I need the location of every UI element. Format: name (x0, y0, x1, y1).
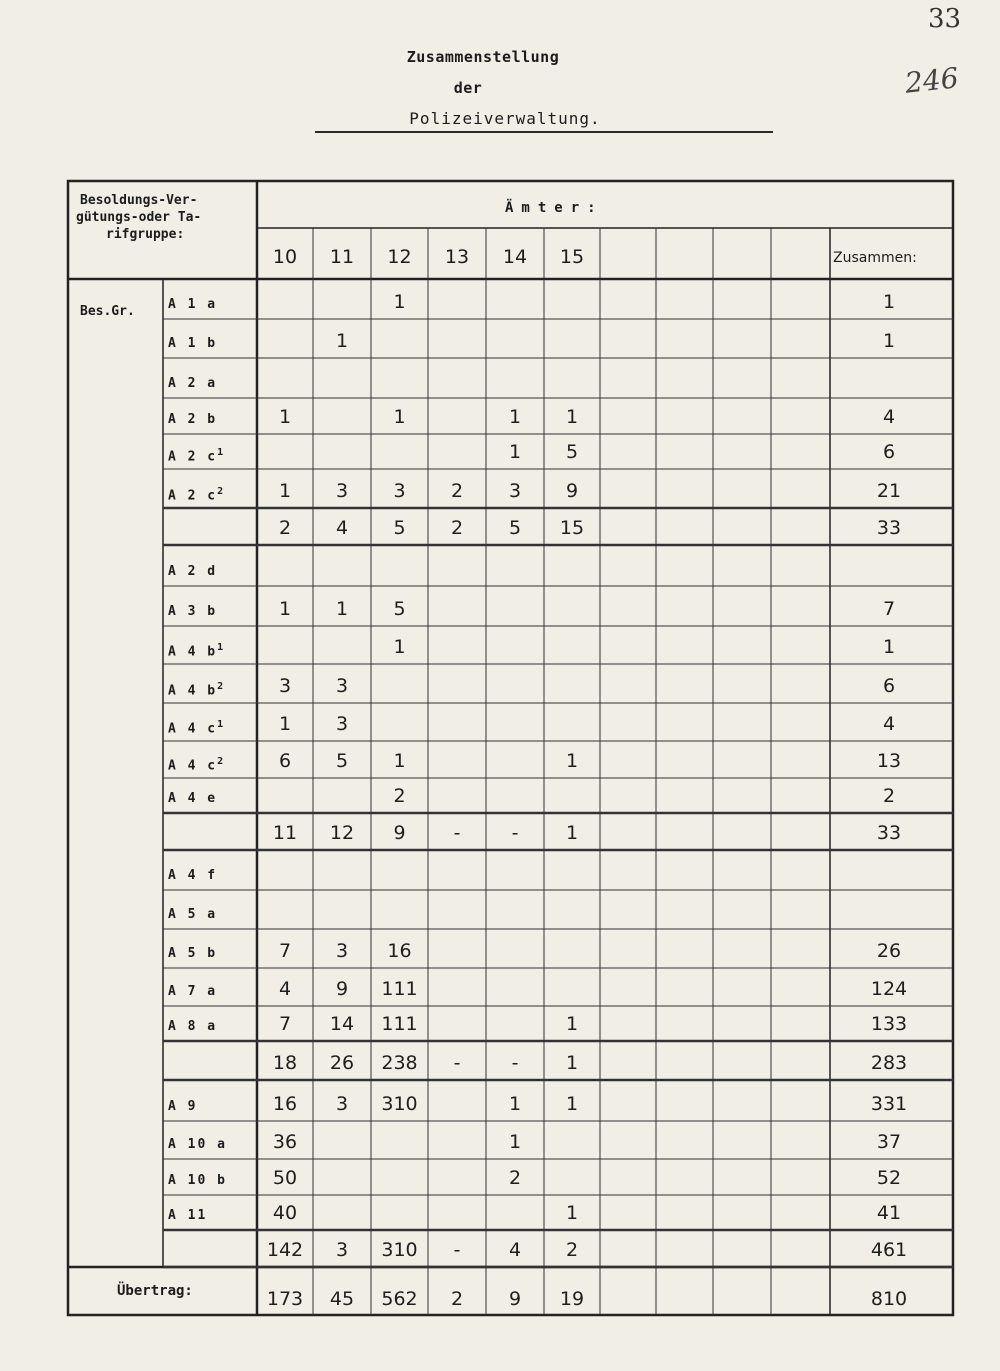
row-label: A 2 a (168, 376, 218, 391)
table-cell: 2 (565, 1239, 579, 1261)
table-cell: 7 (278, 1013, 292, 1035)
table-cell: 12 (329, 822, 355, 844)
table-cell: 6 (278, 750, 292, 772)
row-total: 52 (876, 1167, 902, 1189)
carry-cell: 9 (508, 1288, 522, 1310)
table-cell: - (453, 822, 461, 844)
carry-cell: 173 (266, 1288, 304, 1310)
table-cell: 7 (278, 940, 292, 962)
table-cell: 310 (381, 1093, 418, 1115)
group-header-line-3: rifgruppe: (106, 227, 185, 242)
table-cell: 26 (329, 1052, 355, 1074)
carry-cell: 562 (381, 1288, 418, 1310)
table-cell: 3 (508, 480, 522, 502)
title-line-2: der (453, 79, 483, 97)
row-total: 331 (870, 1093, 908, 1115)
row-label: A 4 $b^1$ (168, 642, 224, 660)
table-cell: 16 (272, 1093, 298, 1115)
table-cell: 3 (335, 675, 349, 697)
row-total: 2 (882, 785, 896, 807)
table-cell: 40 (272, 1202, 298, 1224)
table-cell: 310 (381, 1239, 418, 1261)
table-cell: 50 (272, 1167, 298, 1189)
row-label-superscript: 2 (217, 756, 224, 767)
row-label: A 2 $c^1$ (168, 447, 224, 465)
table-cell: 3 (278, 675, 292, 697)
table-cell: 4 (335, 517, 349, 539)
total-header: Zusammen: (833, 250, 917, 266)
table-cell: - (453, 1239, 461, 1261)
row-total: 26 (876, 940, 902, 962)
row-label: A 3 b (168, 604, 218, 619)
row-label-superscript: 1 (217, 642, 224, 653)
row-label: A 2 b (168, 412, 218, 427)
table-cell: 111 (381, 978, 418, 1000)
column-header-11: 11 (329, 246, 355, 268)
table-cell: 1 (278, 406, 292, 428)
table-cell: 1 (565, 1013, 579, 1035)
row-label: A 5 a (168, 907, 218, 922)
table-cell: 5 (393, 598, 406, 620)
table-cell: 9 (565, 480, 579, 502)
table-cell: 3 (335, 1239, 349, 1261)
column-header-13: 13 (444, 246, 470, 268)
row-label: A 4 e (168, 791, 218, 806)
carry-cell: 2 (450, 1288, 464, 1310)
row-total: 6 (882, 441, 896, 463)
table-cell: 1 (335, 598, 349, 620)
column-header-15: 15 (559, 246, 585, 268)
row-label: A 2 d (168, 564, 218, 579)
row-label: A 4 $c^1$ (168, 719, 224, 737)
table-cell: 1 (278, 598, 292, 620)
row-total: 4 (882, 406, 896, 428)
row-label: A 8 a (168, 1019, 218, 1034)
row-label: A 1 b (168, 336, 218, 351)
table-cell: 1 (565, 1093, 579, 1115)
title-line-1: Zusammenstellung (406, 48, 560, 66)
row-label: A 4 $c^2$ (168, 756, 224, 774)
table-cell: 2 (393, 785, 406, 807)
row-label-superscript: 2 (217, 486, 224, 497)
carry-total: 810 (870, 1288, 908, 1310)
title-line-3: Polizeiverwaltung. (409, 109, 601, 128)
table-cell: 9 (393, 822, 406, 844)
row-total: 33 (876, 822, 902, 844)
table-cell: 1 (508, 1093, 522, 1115)
group-header-line-2: gütungs-oder Ta- (76, 210, 202, 225)
row-total: 21 (876, 480, 902, 502)
row-label: A 10 b (168, 1173, 227, 1188)
table-cell: 1 (335, 330, 349, 352)
table-cell: 3 (335, 713, 349, 735)
row-total: 1 (882, 330, 896, 352)
row-label-superscript: 2 (217, 681, 224, 692)
row-total: 6 (882, 675, 896, 697)
handwritten-folio-number: 246 (903, 61, 961, 100)
row-total: 13 (876, 750, 902, 772)
page-number: 33 (928, 4, 962, 34)
table-cell: 1 (278, 713, 292, 735)
carry-label: Übertrag: (117, 1283, 193, 1299)
row-label: A 9 (168, 1099, 198, 1114)
table-cell: 2 (450, 517, 464, 539)
row-label: A 1 a (168, 297, 218, 312)
table-cell: 3 (393, 480, 406, 502)
column-header-14: 14 (502, 246, 528, 268)
row-label: A 2 $c^2$ (168, 486, 224, 504)
row-label-superscript: 1 (217, 719, 224, 730)
table-cell: 2 (278, 517, 292, 539)
row-label: A 4 f (168, 868, 218, 883)
table-cell: 3 (335, 1093, 349, 1115)
table-cell: 142 (266, 1239, 304, 1261)
row-total: 124 (870, 978, 908, 1000)
carry-cell: 45 (329, 1288, 355, 1310)
row-total: 41 (876, 1202, 902, 1224)
table-cell: 111 (381, 1013, 418, 1035)
table-cell: 1 (393, 750, 406, 772)
section-label: Bes.Gr. (80, 304, 135, 319)
row-total: 37 (876, 1131, 902, 1153)
carry-cell: 19 (559, 1288, 585, 1310)
table-cell: 4 (508, 1239, 522, 1261)
row-total: 1 (882, 636, 896, 658)
table-cell: 4 (278, 978, 292, 1000)
aemter-header: Ämter: (505, 200, 604, 216)
table-cell: 1 (508, 441, 522, 463)
row-label: A 5 b (168, 946, 218, 961)
table-cell: - (453, 1052, 461, 1074)
row-total: 461 (870, 1239, 908, 1261)
table-cell: 1 (565, 1202, 579, 1224)
row-total: 283 (870, 1052, 908, 1074)
row-label: A 7 a (168, 984, 218, 999)
table-cell: 3 (335, 940, 349, 962)
row-total: 7 (882, 598, 896, 620)
table-cell: 9 (335, 978, 349, 1000)
table-cell: 36 (272, 1131, 298, 1153)
table-cell: 1 (278, 480, 292, 502)
group-header-line-1: Besoldungs-Ver- (80, 193, 198, 208)
table-cell: 2 (450, 480, 464, 502)
table-cell: 15 (559, 517, 585, 539)
table-cell: 11 (272, 822, 298, 844)
row-label: A 4 $b^2$ (168, 681, 224, 699)
table-cell: 1 (508, 406, 522, 428)
row-total: 4 (882, 713, 896, 735)
row-label: A 10 a (168, 1137, 227, 1152)
table-cell: 18 (272, 1052, 298, 1074)
table-cell: 1 (508, 1131, 522, 1153)
table-cell: 1 (565, 750, 579, 772)
table-cell: 1 (565, 406, 579, 428)
table-cell: 238 (381, 1052, 418, 1074)
table-cell: 5 (335, 750, 349, 772)
table-cell: 14 (329, 1013, 355, 1035)
column-header-10: 10 (272, 246, 298, 268)
table-cell: 1 (393, 636, 406, 658)
table-cell: 2 (508, 1167, 522, 1189)
row-total: 33 (876, 517, 902, 539)
row-label-superscript: 1 (217, 447, 224, 458)
row-total: 1 (882, 291, 896, 313)
table-cell: 5 (393, 517, 406, 539)
table-cell: - (511, 1052, 519, 1074)
table-cell: 1 (393, 406, 406, 428)
table-cell: - (511, 822, 519, 844)
column-header-12: 12 (387, 246, 412, 268)
table-cell: 1 (565, 822, 579, 844)
table-cell: 1 (565, 1052, 579, 1074)
row-total: 133 (870, 1013, 908, 1035)
table-cell: 1 (393, 291, 406, 313)
table-cell: 5 (565, 441, 579, 463)
table-cell: 16 (387, 940, 412, 962)
table-cell: 5 (508, 517, 522, 539)
row-label: A 11 (168, 1208, 208, 1223)
table-cell: 3 (335, 480, 349, 502)
